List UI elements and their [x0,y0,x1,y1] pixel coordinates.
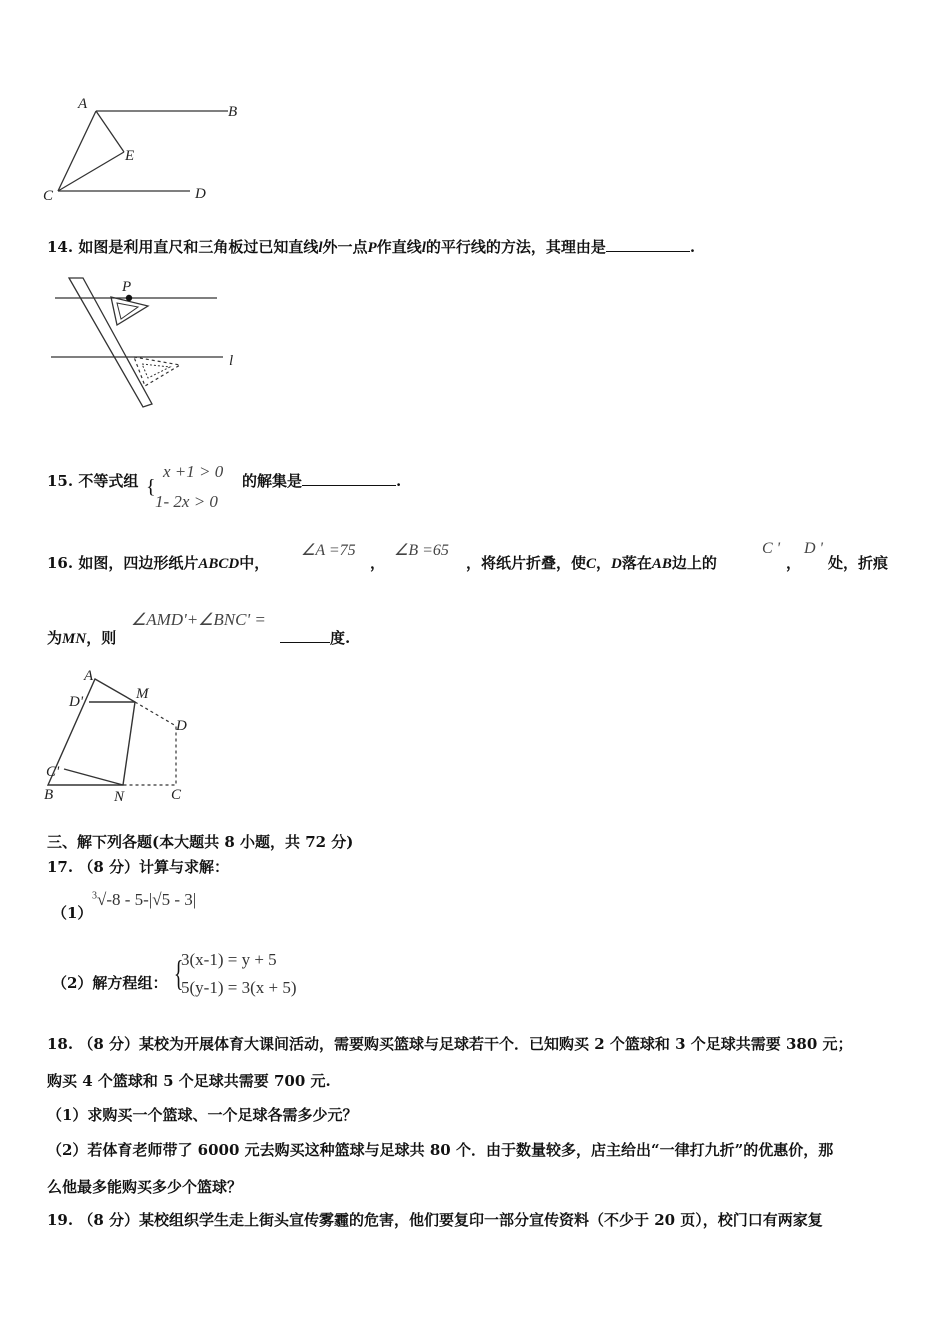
label-e: E [125,148,135,164]
label-d: D [195,186,206,202]
q15-text-a [47,470,138,491]
q16-c-prime: C ' [762,540,781,557]
q16-line-2 [47,627,116,648]
q16-expression: ∠AMD'+∠BNC' = [131,610,266,629]
q16-d-prime: D ' [804,540,823,557]
label-c: C [43,188,54,204]
q16-text-9: 度. [330,629,351,647]
set-square-bottom-inner [142,364,170,378]
q16-text-2: 中， [239,554,270,572]
label-m: M [136,686,149,702]
label-n: N [114,789,125,805]
label-c: C [171,787,182,803]
set-square-bottom [134,357,180,386]
q16-text-3: ，将纸片折叠，使 [466,554,587,572]
q19-line-1: 19. （8 分）某校组织学生走上街头宣传雾霾的危害，他们要复印一部分宣传资料（不少于 20 页），校门口有两家复 [47,1211,823,1229]
q16-mn: MN [62,631,87,647]
q17-abs-inner: 5 - 3 [161,890,193,909]
q18-line-4: （2）若体育老师带了 6000 元去购买这种篮球与足球共 80 个．由于数量较多，店主给出“一律打九折”的优惠价，那 [47,1141,834,1159]
dashed-original [123,702,176,785]
section-3-title: 三、解下列各题(本大题共 8 小题，共 72 分) [47,833,354,851]
q16-abcd: ABCD [198,556,240,572]
line-ae [96,111,124,152]
quad-folded [48,679,135,785]
q14-line-l-2: l [421,240,426,256]
q16-line-2-end [280,627,350,648]
q14-end: . [689,238,696,256]
figure-q16 [40,668,200,808]
q17-part-1-expression [92,890,196,910]
q16-angle-b: ∠B =65 [394,542,449,559]
q17-system-brace: { [173,953,184,993]
q17-expr-main: -8 - 5- [106,890,149,909]
q16-text-8: ，则 [86,629,117,647]
q17-root-sign: √ [97,890,107,909]
q14-line-l: l [318,240,323,256]
q17-root-index: 3 [92,890,97,902]
q14-text-4: 的平行线的方法，其理由是 [425,238,606,256]
q15-text-b [242,470,401,491]
q16-sep: ， [596,554,612,572]
q17-abs-close: | [192,890,197,909]
q16-line-1-mid [466,552,717,573]
q15-text-1: 不等式组 [78,472,139,490]
set-square-top [111,297,148,325]
q16-line-1 [47,552,269,573]
q16-c: C [586,556,597,572]
label-p: P [122,279,132,295]
point-p [126,295,132,301]
label-a: A [84,668,94,684]
q15-number: 15. [47,472,74,490]
set-square-top-inner [117,303,138,319]
q16-answer-blank[interactable] [280,642,330,643]
q16-angle-a: ∠A =75 [301,542,356,559]
q17-equation-2: 5(y-1) = 3(x + 5) [181,978,297,997]
figure-q13 [40,92,250,207]
q18-line-2: 购买 4 个篮球和 5 个足球共需要 700 元. [47,1072,331,1090]
label-d: D [176,718,187,734]
label-c-prime: C' [46,764,60,780]
q16-ab: AB [651,556,672,572]
q18-line-5: 么他最多能购买多少个篮球？ [47,1178,243,1196]
q15-text-2: 的解集是 [242,472,303,490]
q16-d: D [611,556,622,572]
q16-text-5: 边上的 [671,554,717,572]
q14-text-3: 作直线 [376,238,422,256]
line-c-prime-n [64,769,123,785]
q15-inequality-1: x +1 > 0 [163,462,224,481]
q14-text-2: 外一点 [322,238,368,256]
q18-line-3: （1）求购买一个篮球、一个足球各需多少元？ [47,1106,358,1124]
q14-text-1: 如图是利用直尺和三角板过已知直线 [78,238,319,256]
q17-equation-1: 3(x-1) = y + 5 [181,950,277,969]
q15-brace: { [146,476,156,498]
q18-line-1: 18. （8 分）某校为开展体育大课间活动，需要购买篮球与足球若干个．已知购买 2 个篮球和 3 个足球共需要 380 元； [47,1035,853,1053]
q16-text-4: 落在 [621,554,652,572]
q15-end: . [396,472,402,490]
q14-number: 14. [47,238,74,256]
label-b: B [44,787,54,803]
label-l: l [229,353,234,369]
q17-part-1-label: （1） [52,904,93,922]
label-d-prime: D' [69,694,84,710]
label-b: B [228,104,238,120]
q16-text-7: 为 [47,629,63,647]
q16-text-1: 如图，四边形纸片 [78,554,199,572]
q16-text-6: 处，折痕 [828,554,889,572]
q17-title: 17. （8 分）计算与求解： [47,858,229,876]
figure-q14 [45,275,245,410]
q15-answer-blank[interactable] [302,485,396,486]
question-14 [47,236,695,257]
q16-comma-1: ， [370,554,386,572]
label-a: A [78,96,88,112]
q14-point-p: P [367,240,377,256]
q15-inequality-2: 1- 2x > 0 [155,492,218,511]
q14-answer-blank[interactable] [606,251,690,252]
q17-part-2-label: （2）解方程组： [52,974,168,992]
line-ac [58,111,96,191]
q16-comma-2: ， [786,554,802,572]
q16-number: 16. [47,554,74,572]
q17-abs-open: |√ [148,890,162,909]
